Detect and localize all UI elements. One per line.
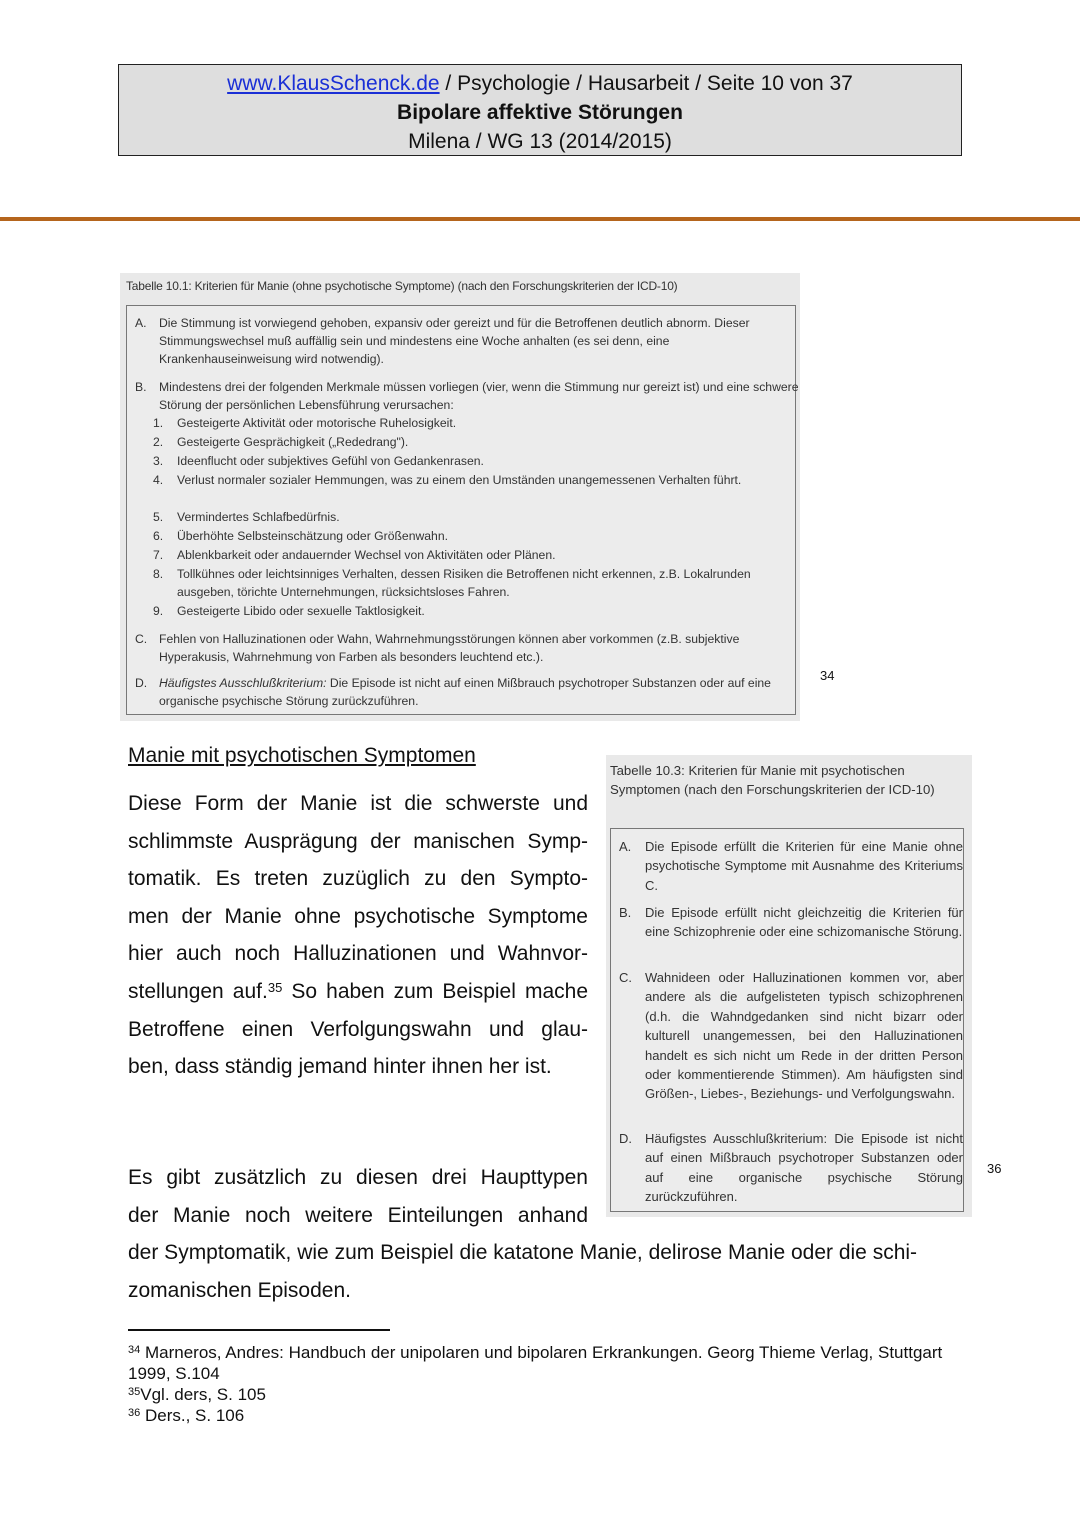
footnote-text: Ders., S. 106 [140, 1406, 245, 1425]
footnotes [128, 1342, 948, 1426]
footnote-36 [128, 1405, 948, 1426]
header-line [119, 69, 961, 98]
item-number: 4. [153, 473, 164, 487]
table-10-3-image [606, 755, 972, 1217]
footnote-ref-36: 36 [987, 1161, 1002, 1176]
criterion-d-text: Die Episode ist nicht auf einen Mißbrauch psychotroper Substanzen oder auf eine organische psychische Störung zurückzuführen. [159, 676, 771, 708]
item-number: 6. [153, 529, 164, 543]
text-line: der Symptomatik, wie zum Beispiel die katatone Manie, delirose Manie oder die schi- [128, 1241, 918, 1264]
document-title: Bipolare affektive Störungen [397, 101, 683, 124]
item-number: 1. [153, 416, 164, 430]
item-text: Gesteigerte Gesprächigkeit („Rededrang"). [177, 435, 409, 449]
footnote-number: 35 [128, 1386, 141, 1398]
text-line: schlimmste Ausprägung der manischen Symp- [128, 829, 588, 853]
criterion-text: Häufigstes Ausschlußkriterium: Die Episode ist nicht auf einen Mißbrauch psychotroper Substanzen oder auf eine organische psychische Störung zurückzuführen. [645, 1131, 963, 1205]
footnote-34 [128, 1342, 948, 1384]
site-link[interactable]: www.KlausSchenck.de [227, 72, 440, 95]
paragraph-2-cont [128, 1234, 958, 1309]
item-number: 8. [153, 567, 164, 581]
paragraph-2 [128, 1159, 588, 1234]
criterion-text: Die Episode erfüllt die Kriterien für eine Manie ohne psychotische Symptome mit Ausnahme des Kriteriums C. [645, 839, 963, 893]
header-divider [0, 217, 1080, 221]
table-10-1-image [120, 273, 800, 721]
item-text: Tollkühnes oder leichtsinniges Verhalten, dessen Risiken die Betroffenen nicht erkennen, z.B. Lokalrunden ausgeben, törichte Unternehmungen, rücksichtsloses Fahren. [177, 567, 751, 599]
criterion-letter: A. [135, 316, 147, 330]
item-number: 2. [153, 435, 164, 449]
item-number: 7. [153, 548, 164, 562]
text-line: ben, dass ständig jemand hinter ihnen her ist. [128, 1055, 552, 1079]
footnote-number: 34 [128, 1344, 141, 1356]
text-line: Betroffene einen Verfolgungswahn und glau- [128, 1017, 588, 1041]
table-10-1-box [126, 305, 799, 715]
text-fragment: So haben zum Beispiel mache [282, 979, 588, 1003]
section-heading: Manie mit psychotischen Symptomen [128, 744, 476, 767]
footnote-text: Marneros, Andres: Handbuch der unipolaren und bipolaren Erkrankungen. Georg Thieme Verlag, Stuttgart 1999, S.104 [128, 1343, 943, 1383]
header-path: / Psychologie / Hausarbeit / Seite 10 von 37 [439, 72, 853, 95]
text-line: tomatik. Es treten zuzüglich zu den Sympto- [128, 867, 588, 891]
item-text: Ablenkbarkeit oder andauernder Wechsel von Aktivitäten oder Plänen. [177, 548, 556, 562]
criterion-letter: C. [619, 970, 632, 985]
text-line: der Manie noch weitere Einteilungen anhand [128, 1203, 588, 1227]
item-text: Ideenflucht oder subjektives Gefühl von Gedankenrasen. [177, 454, 484, 468]
text-line [128, 973, 588, 1011]
item-number: 5. [153, 510, 164, 524]
criterion-letter: A. [619, 839, 632, 854]
paragraph-1 [128, 785, 588, 1086]
table-10-1-caption: Tabelle 10.1: Kriterien für Manie (ohne psychotische Symptome) (nach den Forschungskriterien der ICD-10) [126, 279, 678, 293]
item-text: Überhöhte Selbsteinschätzung oder Größenwahn. [177, 529, 448, 543]
page-header [118, 64, 962, 156]
author-line: Milena / WG 13 (2014/2015) [408, 130, 672, 153]
criterion-d-label: Häufigstes Ausschlußkriterium: [159, 676, 327, 690]
footnote-divider [128, 1329, 390, 1331]
item-text: Gesteigerte Aktivität oder motorische Ruhelosigkeit. [177, 416, 457, 430]
criterion-text: Die Stimmung ist vorwiegend gehoben, expansiv oder gereizt und für die Betroffenen deutlich abnorm. Dieser Stimmungswechsel muß auffällig sein und mindestens eine Woche anhalten (es sei denn, eine Krankenhauseinweisung wird notwendig). [159, 316, 750, 366]
text-fragment: stellungen auf. [128, 979, 268, 1003]
criterion-text: Fehlen von Halluzinationen oder Wahn, Wahrnehmungsstörungen können aber vorkommen (z.B. subjektive Hyperakusis, Wahrnehmung von Farben als besonders leuchtend etc.). [159, 632, 740, 664]
criterion-text [159, 674, 799, 710]
item-text: Vermindertes Schlafbedürfnis. [177, 510, 340, 524]
item-number: 9. [153, 604, 164, 618]
criterion-letter: D. [135, 676, 148, 690]
footnote-ref-34: 34 [820, 668, 835, 683]
criterion-letter: C. [135, 632, 148, 646]
table-10-3-caption: Tabelle 10.3: Kriterien für Manie mit psychotischen Symptomen (nach den Forschungskriterien der ICD-10) [610, 763, 935, 797]
footnote-number: 36 [128, 1407, 141, 1419]
criterion-letter: D. [619, 1131, 632, 1146]
criterion-text: Mindestens drei der folgenden Merkmale müssen vorliegen (vier, wenn die Stimmung nur gereizt ist) und eine schwere Störung der persönlichen Lebensführung verursachen: [159, 380, 799, 412]
text-line: men der Manie ohne psychotische Symptome [128, 904, 588, 928]
text-line: hier auch noch Halluzinationen und Wahnvor- [128, 942, 588, 966]
item-number: 3. [153, 454, 164, 468]
item-text: Gesteigerte Libido oder sexuelle Taktlosigkeit. [177, 604, 425, 618]
text-line: zomanischen Episoden. [128, 1278, 351, 1302]
text-line: Diese Form der Manie ist die schwerste und [128, 792, 588, 815]
criterion-letter: B. [135, 380, 147, 394]
criterion-text: Wahnideen oder Halluzinationen kommen vor, aber andere als die aufgelisteten typisch schizophrenen (d.h. die Wahndgedanken sind nicht bizarr oder kulturell unangemessen, bei den Halluzinationen handelt es sich nicht um Rede in der dritten Person oder kommentierende Stimmen). Am häufigsten sind Größen-, Liebes-, Beziehungs- und Verfolgungswahn. [645, 970, 963, 1102]
footnote-ref-35: 35 [267, 979, 283, 995]
text-line: Es gibt zusätzlich zu diesen drei Haupttypen [128, 1166, 588, 1189]
footnote-text: Vgl. ders, S. 105 [140, 1385, 266, 1404]
table-10-3-box [610, 828, 964, 1212]
item-text: Verlust normaler sozialer Hemmungen, was zu einem den Umständen unangemessenen Verhalten führt. [177, 473, 742, 487]
footnote-35 [128, 1384, 948, 1405]
criterion-text: Die Episode erfüllt nicht gleichzeitig die Kriterien für eine Schizophrenie oder eine schizomanische Störung. [645, 905, 963, 940]
criterion-letter: B. [619, 905, 632, 920]
